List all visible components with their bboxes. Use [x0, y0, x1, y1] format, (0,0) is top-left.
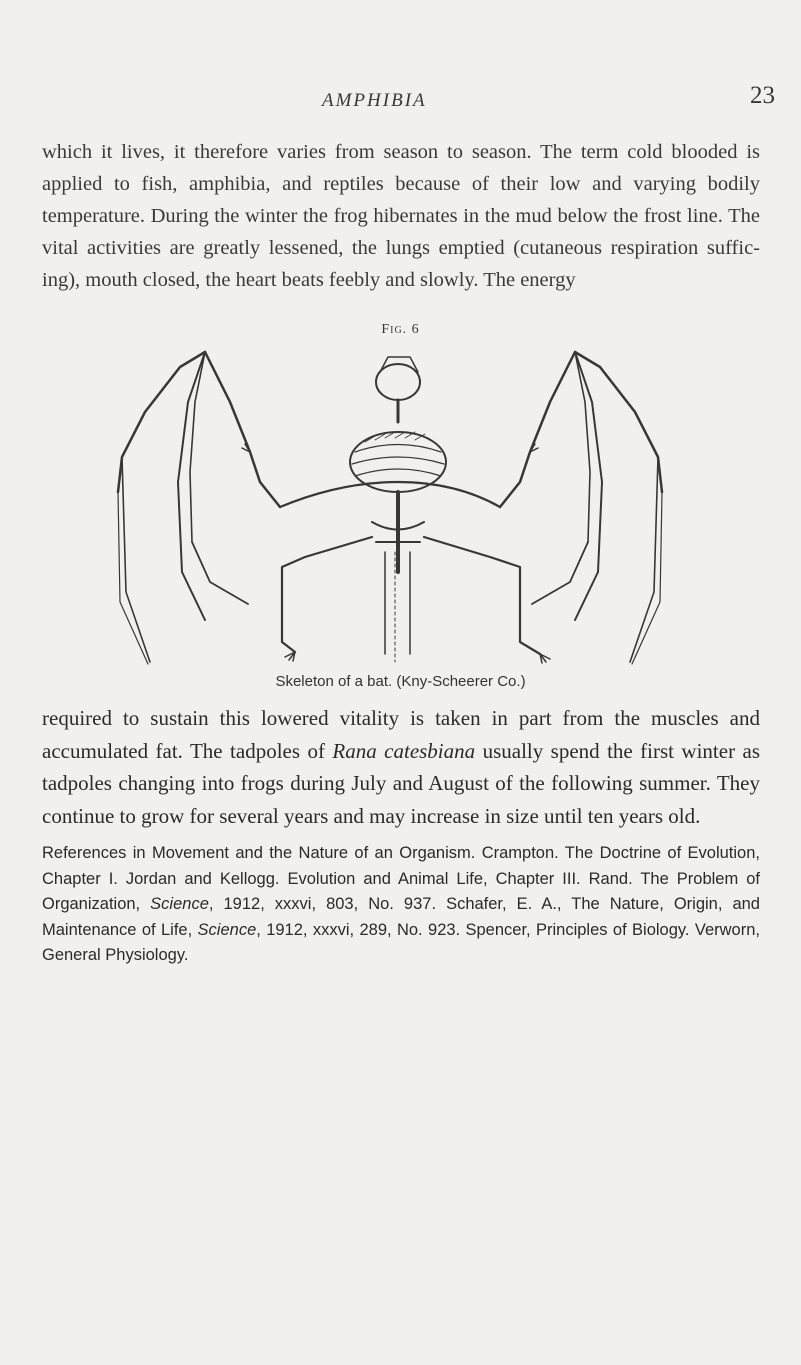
left-leg — [282, 537, 372, 652]
right-leg — [424, 537, 540, 654]
right-wing-digit-3 — [630, 457, 658, 662]
right-wing-arm — [500, 352, 575, 507]
left-wing-digit-2 — [190, 352, 205, 542]
left-wing-humerus — [118, 352, 205, 492]
left-wing-digit-3 — [122, 457, 150, 662]
journal-title: Science — [150, 895, 209, 913]
right-wing-lower — [532, 542, 588, 604]
paragraph-1: which it lives, it therefore varies from season to season. The term cold blooded is applied to fish, amphibia, and reptiles because of their low and varying bodily temperature. During the winter the frog hibernates in the mud below the frost line. The vital activities are greatly lessened, the lungs emptied (cutaneous respiration suffic-ing), mouth closed, the heart beats feebly and slowly. The energy — [42, 141, 760, 291]
left-wing-lower — [192, 542, 248, 604]
left-wing-digit-4 — [118, 492, 148, 664]
right-wing-digit-4 — [632, 492, 662, 664]
running-head: AMPHIBIA — [322, 90, 427, 111]
shoulder-girdle — [280, 482, 500, 507]
journal-title-2: Science — [197, 920, 257, 939]
right-foot-claw — [540, 654, 550, 663]
skull — [376, 364, 420, 400]
left-wing-digit-1 — [178, 352, 205, 620]
figure-label: Fig. 6 — [381, 322, 420, 337]
references-text-1: References in Movement and the Nature of an Organism. Crampton. The Doctrine of Evolution, Chapter I. Jordan and Kellogg. Evolution and Animal Life, Chapter III. Rand. The Problem of Organization, — [42, 844, 760, 913]
right-wing-digit-2 — [575, 352, 590, 542]
right-wing-humerus — [575, 352, 662, 492]
right-wing-digit-1 — [575, 352, 602, 620]
references-text-3: , 1912, xxxvi, 289, No. 923. Spencer, Principles of Biology. Verworn, General Physiology. — [42, 920, 760, 964]
left-foot-claw — [285, 652, 295, 661]
paragraph-2 — [42, 702, 760, 832]
paragraph-2-text-b: usually spend the first winter as tadpoles changing into frogs during July and August of the following summer. They continue to grow for several years and may increase in size until ten years old. — [42, 738, 761, 828]
left-wing-arm — [205, 352, 280, 507]
ribs — [352, 445, 444, 477]
species-name: Rana catesbiana — [332, 738, 476, 763]
references-text-2: , 1912, xxxvi, 803, No. 937. Schafer, E. A., The Nature, Origin, and Maintenance of Life, — [42, 895, 760, 939]
bat-skeleton-illustration — [110, 342, 670, 666]
paragraph-2-text-a: required to sustain this lowered vitality is taken in part from the muscles and accumulated fat. The tadpoles of — [42, 706, 760, 763]
figure-caption: Skeleton of a bat. (Kny-Scheerer Co.) — [275, 673, 526, 690]
references-paragraph — [42, 841, 760, 969]
page-header — [0, 82, 801, 120]
page-number: 23 — [750, 82, 775, 109]
